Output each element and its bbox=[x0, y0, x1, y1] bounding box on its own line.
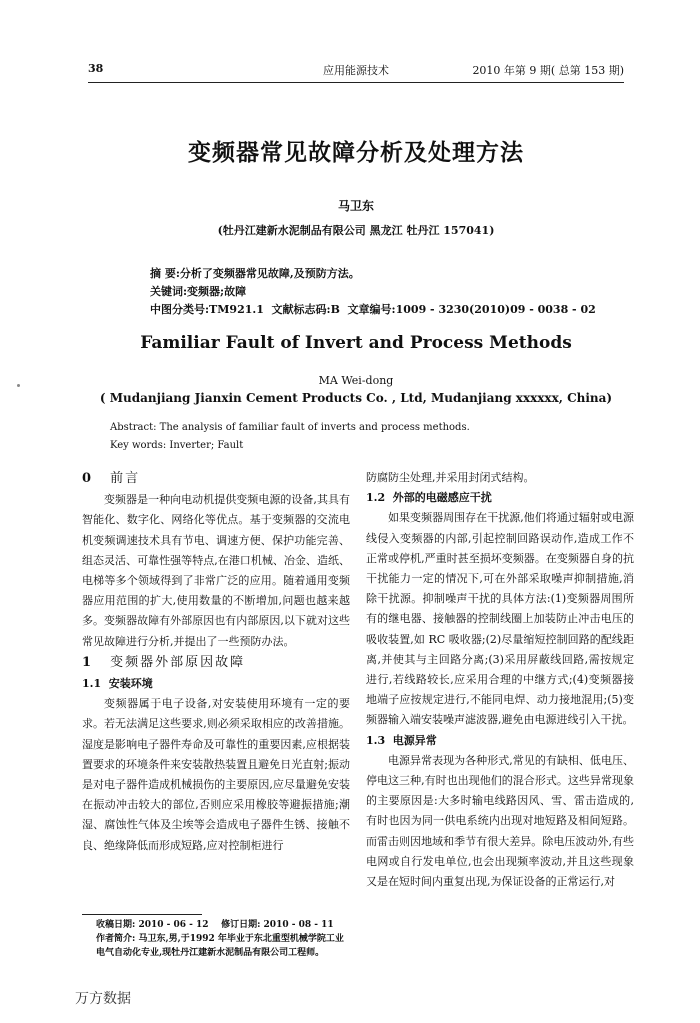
keywords-cn: 关键词:变频器;故障 bbox=[150, 285, 247, 298]
subsection-heading: 1.2 外部的电磁感应干扰 bbox=[366, 491, 492, 505]
section-0-heading bbox=[82, 469, 350, 489]
subsection-heading: 1.3 电源异常 bbox=[366, 733, 437, 747]
watermark: 万方数据 bbox=[75, 991, 131, 1007]
author-en: MA Wei-dong bbox=[318, 374, 394, 387]
section-title: 变频器外部原因故障 bbox=[110, 654, 246, 670]
subsection-heading: 1.1 安装环境 bbox=[82, 677, 153, 691]
paragraph: 变频器是一种向电动机提供变频电源的设备,其具有智能化、数字化、网络化等优点。基于变频器的交流电机变频调速技术具有节电、调速方便、保护功能完善、组态灵活、可靠性强等特点,在港口机械、冶金、造纸、电梯等多个领域得到了非常广泛的应用。随着通用变频器应用范围的扩大,使用数量的不断增加,问题也越来越多。变频器故障有外部原因也有内部原因,以下就对这些常见故障进行分析,并提出了一些预防办法。 bbox=[82, 493, 350, 648]
section-number: 0 bbox=[82, 471, 94, 486]
header-rule bbox=[88, 82, 624, 83]
paragraph: 防腐防尘处理,并采用封闭式结构。 bbox=[366, 471, 535, 484]
page-number: 38 bbox=[88, 62, 104, 75]
footnote-rule bbox=[82, 914, 202, 915]
classification-line: 中图分类号:TM921.1 文献标志码:B 文章编号:1009 - 3230(2010)09 - 0038 - 02 bbox=[150, 303, 596, 316]
left-column bbox=[82, 468, 350, 856]
author-cn: 马卫东 bbox=[337, 199, 374, 213]
abstract-cn: 摘 要:分析了变频器常见故障,及预防方法。 bbox=[150, 267, 360, 280]
right-column bbox=[366, 468, 634, 892]
title-en: Familiar Fault of Invert and Process Methods bbox=[140, 333, 572, 353]
scan-speck bbox=[17, 384, 20, 387]
running-header bbox=[88, 62, 624, 80]
paragraph: 变频器属于电子设备,对安装使用环境有一定的要求。若无法满足这些要求,则必须采取相应的改善措施。湿度是影响电子器件寿命及可靠性的重要因素,应根据装置要求的环境条件来安装散热装置且避免日光直射;振动是对电子器件造成机械损伤的主要原因,应尽量避免安装在振动冲击较大的部位,否则应采用橡胶等避振措施;潮湿、腐蚀性气体及尘埃等会造成电子器件生锈、接触不良、绝缘降低而形成短路,应对控制柜进行 bbox=[82, 697, 350, 852]
issue-info: 2010 年第 9 期( 总第 153 期) bbox=[472, 64, 624, 77]
section-number: 1 bbox=[82, 654, 94, 670]
affiliation-en: ( Mudanjiang Jianxin Cement Products Co. , Ltd, Mudanjiang xxxxxx, China) bbox=[99, 391, 613, 405]
affiliation-cn: (牡丹江建新水泥制品有限公司 黑龙江 牡丹江 157041) bbox=[217, 224, 495, 237]
abstract-en: Abstract: The analysis of familiar fault of inverts and process methods. bbox=[110, 422, 470, 433]
footnote-dates: 收稿日期: 2010 - 06 - 12 修订日期: 2010 - 08 - 11 bbox=[96, 920, 334, 930]
paragraph: 如果变频器周围存在干扰源,他们将通过辐射或电源线侵入变频器的内部,引起控制回路误动作,造成工作不正常或停机,严重时甚至损坏变频器。在变频器自身的抗干扰能力一定的情况下,可在外部采取噪声抑制措施,消除干扰源。抑制噪声干扰的具体方法:(1)变频器周围所有的继电器、接触器的控制线圈上加装防止冲击电压的吸收装置,如 RC 吸收器;(2)尽量缩短控制回路的配线距离,并使其与主回路分离;(3)采用屏蔽线回路,需按规定进行,若线路较长,应采用合理的中继方式;(4)变频器接地端子应按规定进行,不能同电焊、动力接地混用;(5)变频器输入端安装噪声滤波器,避免由电源进线引入干扰。 bbox=[366, 511, 634, 727]
keywords-en: Key words: Inverter; Fault bbox=[110, 440, 244, 451]
section-1-heading bbox=[82, 653, 350, 673]
section-title: 前言 bbox=[110, 471, 141, 486]
footnote-bio: 作者简介: 马卫东,男,于1992 年毕业于东北重型机械学院工业电气自动化专业,现牡丹江建新水泥制品有限公司工程师。 bbox=[96, 934, 344, 958]
title-cn: 变频器常见故障分析及处理方法 bbox=[188, 139, 524, 166]
paragraph: 电源异常表现为各种形式,常见的有缺相、低电压、停电这三种,有时也出现他们的混合形式。这些异常现象的主要原因是:大多时输电线路因风、雪、雷击造成的,有时也因为同一供电系统内出现对地短路及相间短路。而雷击则因地域和季节有很大差异。除电压波动外,有些电网或自行发电单位,也会出现频率波动,并且这些现象又是在短时间内重复出现,为保证设备的正常运行,对 bbox=[366, 753, 634, 889]
footnote bbox=[96, 918, 346, 960]
journal-name: 应用能源技术 bbox=[323, 64, 389, 77]
